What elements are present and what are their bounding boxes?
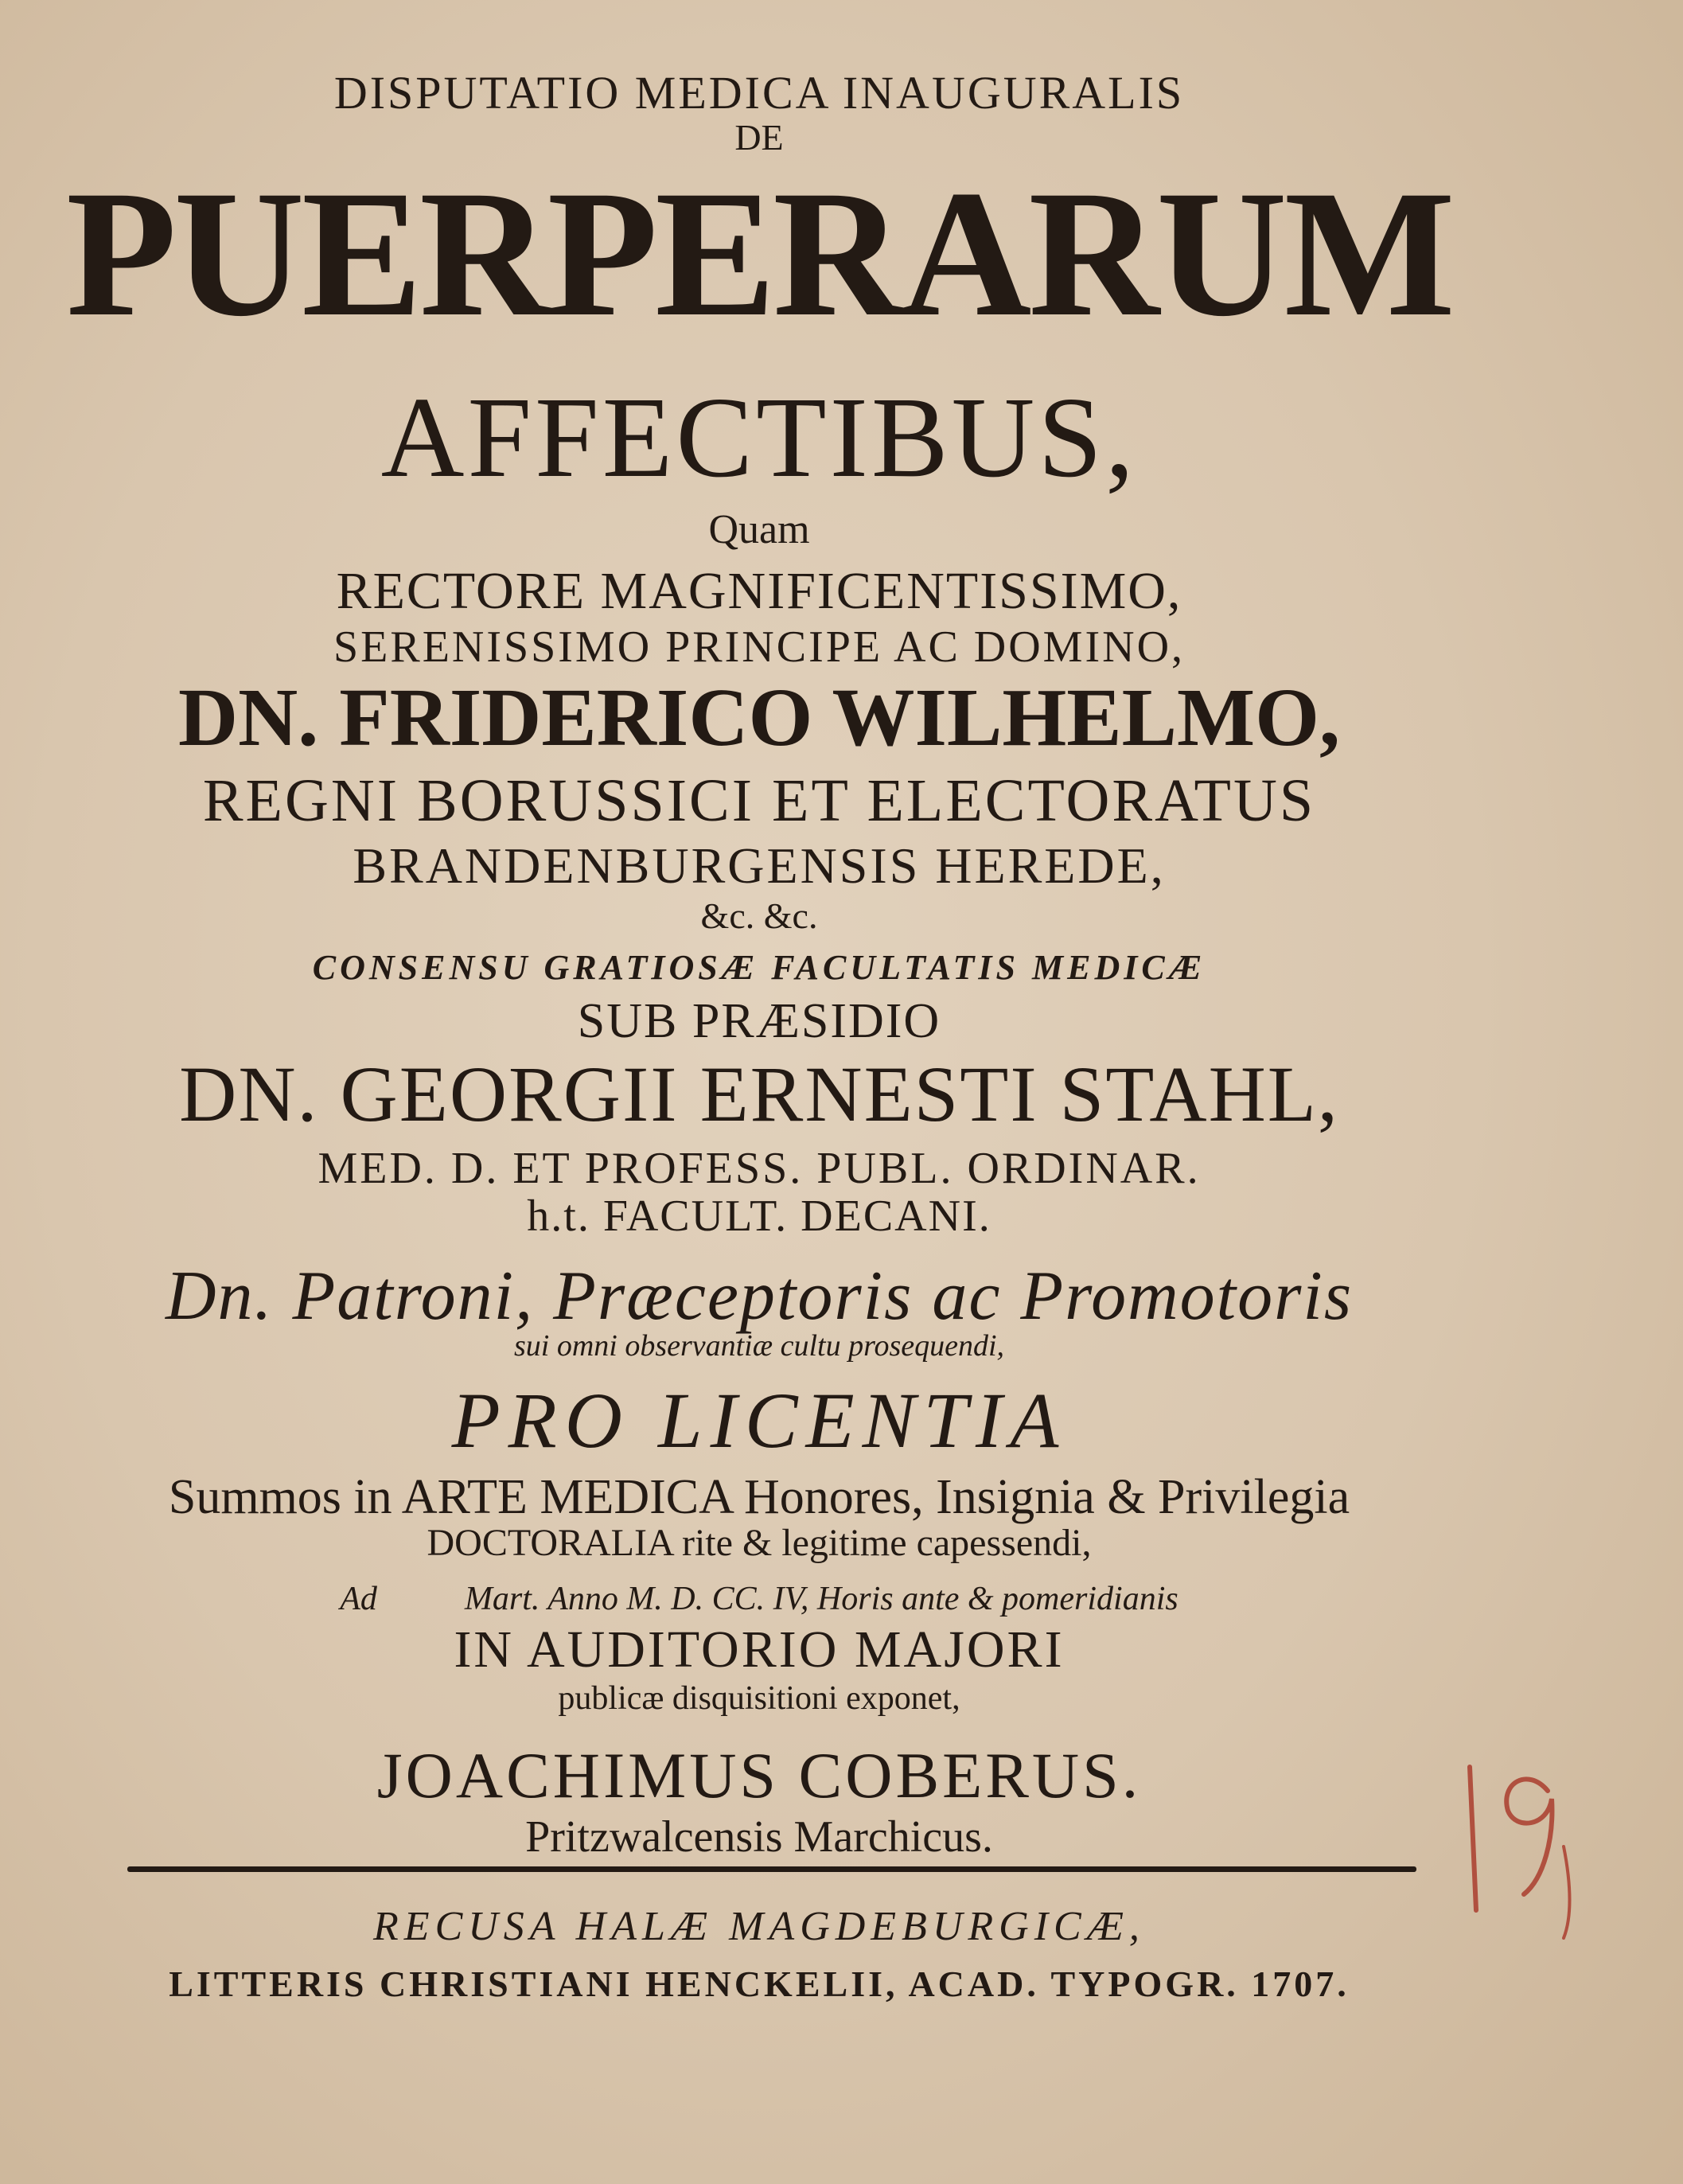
praeses-title-2: h.t. FACULT. DECANI. [527,1191,991,1241]
summos-line: Summos in ARTE MEDICA Honores, Insignia & Privilegia [168,1470,1350,1524]
rector-line-2: SERENISSIMO PRINCIPE AC DOMINO, [333,622,1186,672]
patroni-line: Dn. Patroni, Præceptoris ac Promotoris [165,1258,1354,1335]
date-line: Mart. Anno M. D. CC. IV, Horis ante & pomeridianis [464,1581,1178,1617]
imprint-line-1: RECUSA HALÆ MAGDEBURGICÆ, [373,1904,1145,1949]
ad-word: Ad [340,1581,377,1617]
pro-licentia-line: PRO LICENTIA [451,1376,1067,1464]
doctoralia-line: DOCTORALIA rite & legitime capessendi, [427,1522,1092,1564]
rector-line-4: BRANDENBURGENSIS HEREDE, [353,837,1166,894]
rector-name: DN. FRIDERICO WILHELMO, [177,672,1340,763]
subtitle: AFFECTIBUS, [380,374,1138,501]
praeses-name: DN. GEORGII ERNESTI STAHL, [179,1050,1339,1138]
imprint-line-2: LITTERIS CHRISTIANI HENCKELII, ACAD. TYPOGR. 1707. [169,1964,1350,2004]
auditorio-line: IN AUDITORIO MAJORI [454,1620,1065,1679]
sub-praesidio-line: SUB PRÆSIDIO [577,994,941,1048]
quam-line: Quam [708,507,810,552]
exponet-line: publicæ disquisitioni exponet, [558,1680,960,1717]
praeses-title-1: MED. D. ET PROFESS. PUBL. ORDINAR. [318,1144,1201,1193]
rector-line-1: RECTORE MAGNIFICENTISSIMO, [336,562,1182,620]
handwritten-number-19 [1452,1751,1580,1942]
horizontal-rule [127,1866,1416,1872]
etc-line: &c. &c. [700,895,818,936]
observantia-line: sui omni observantiæ cultu prosequendi, [513,1329,1005,1363]
disputatio-line: DISPUTATIO MEDICA INAUGURALIS [333,67,1185,119]
author-name: JOACHIMUS COBERUS. [376,1739,1142,1812]
main-title: PUERPERARUM [66,154,1452,354]
author-origin: Pritzwalcensis Marchicus. [525,1812,993,1862]
de-line: DE [734,117,784,158]
date-row [0,1582,1518,1616]
rector-line-3: REGNI BORUSSICI ET ELECTORATUS [202,767,1316,834]
consensu-line: CONSENSU GRATIOSÆ FACULTATIS MEDICÆ [312,948,1206,987]
